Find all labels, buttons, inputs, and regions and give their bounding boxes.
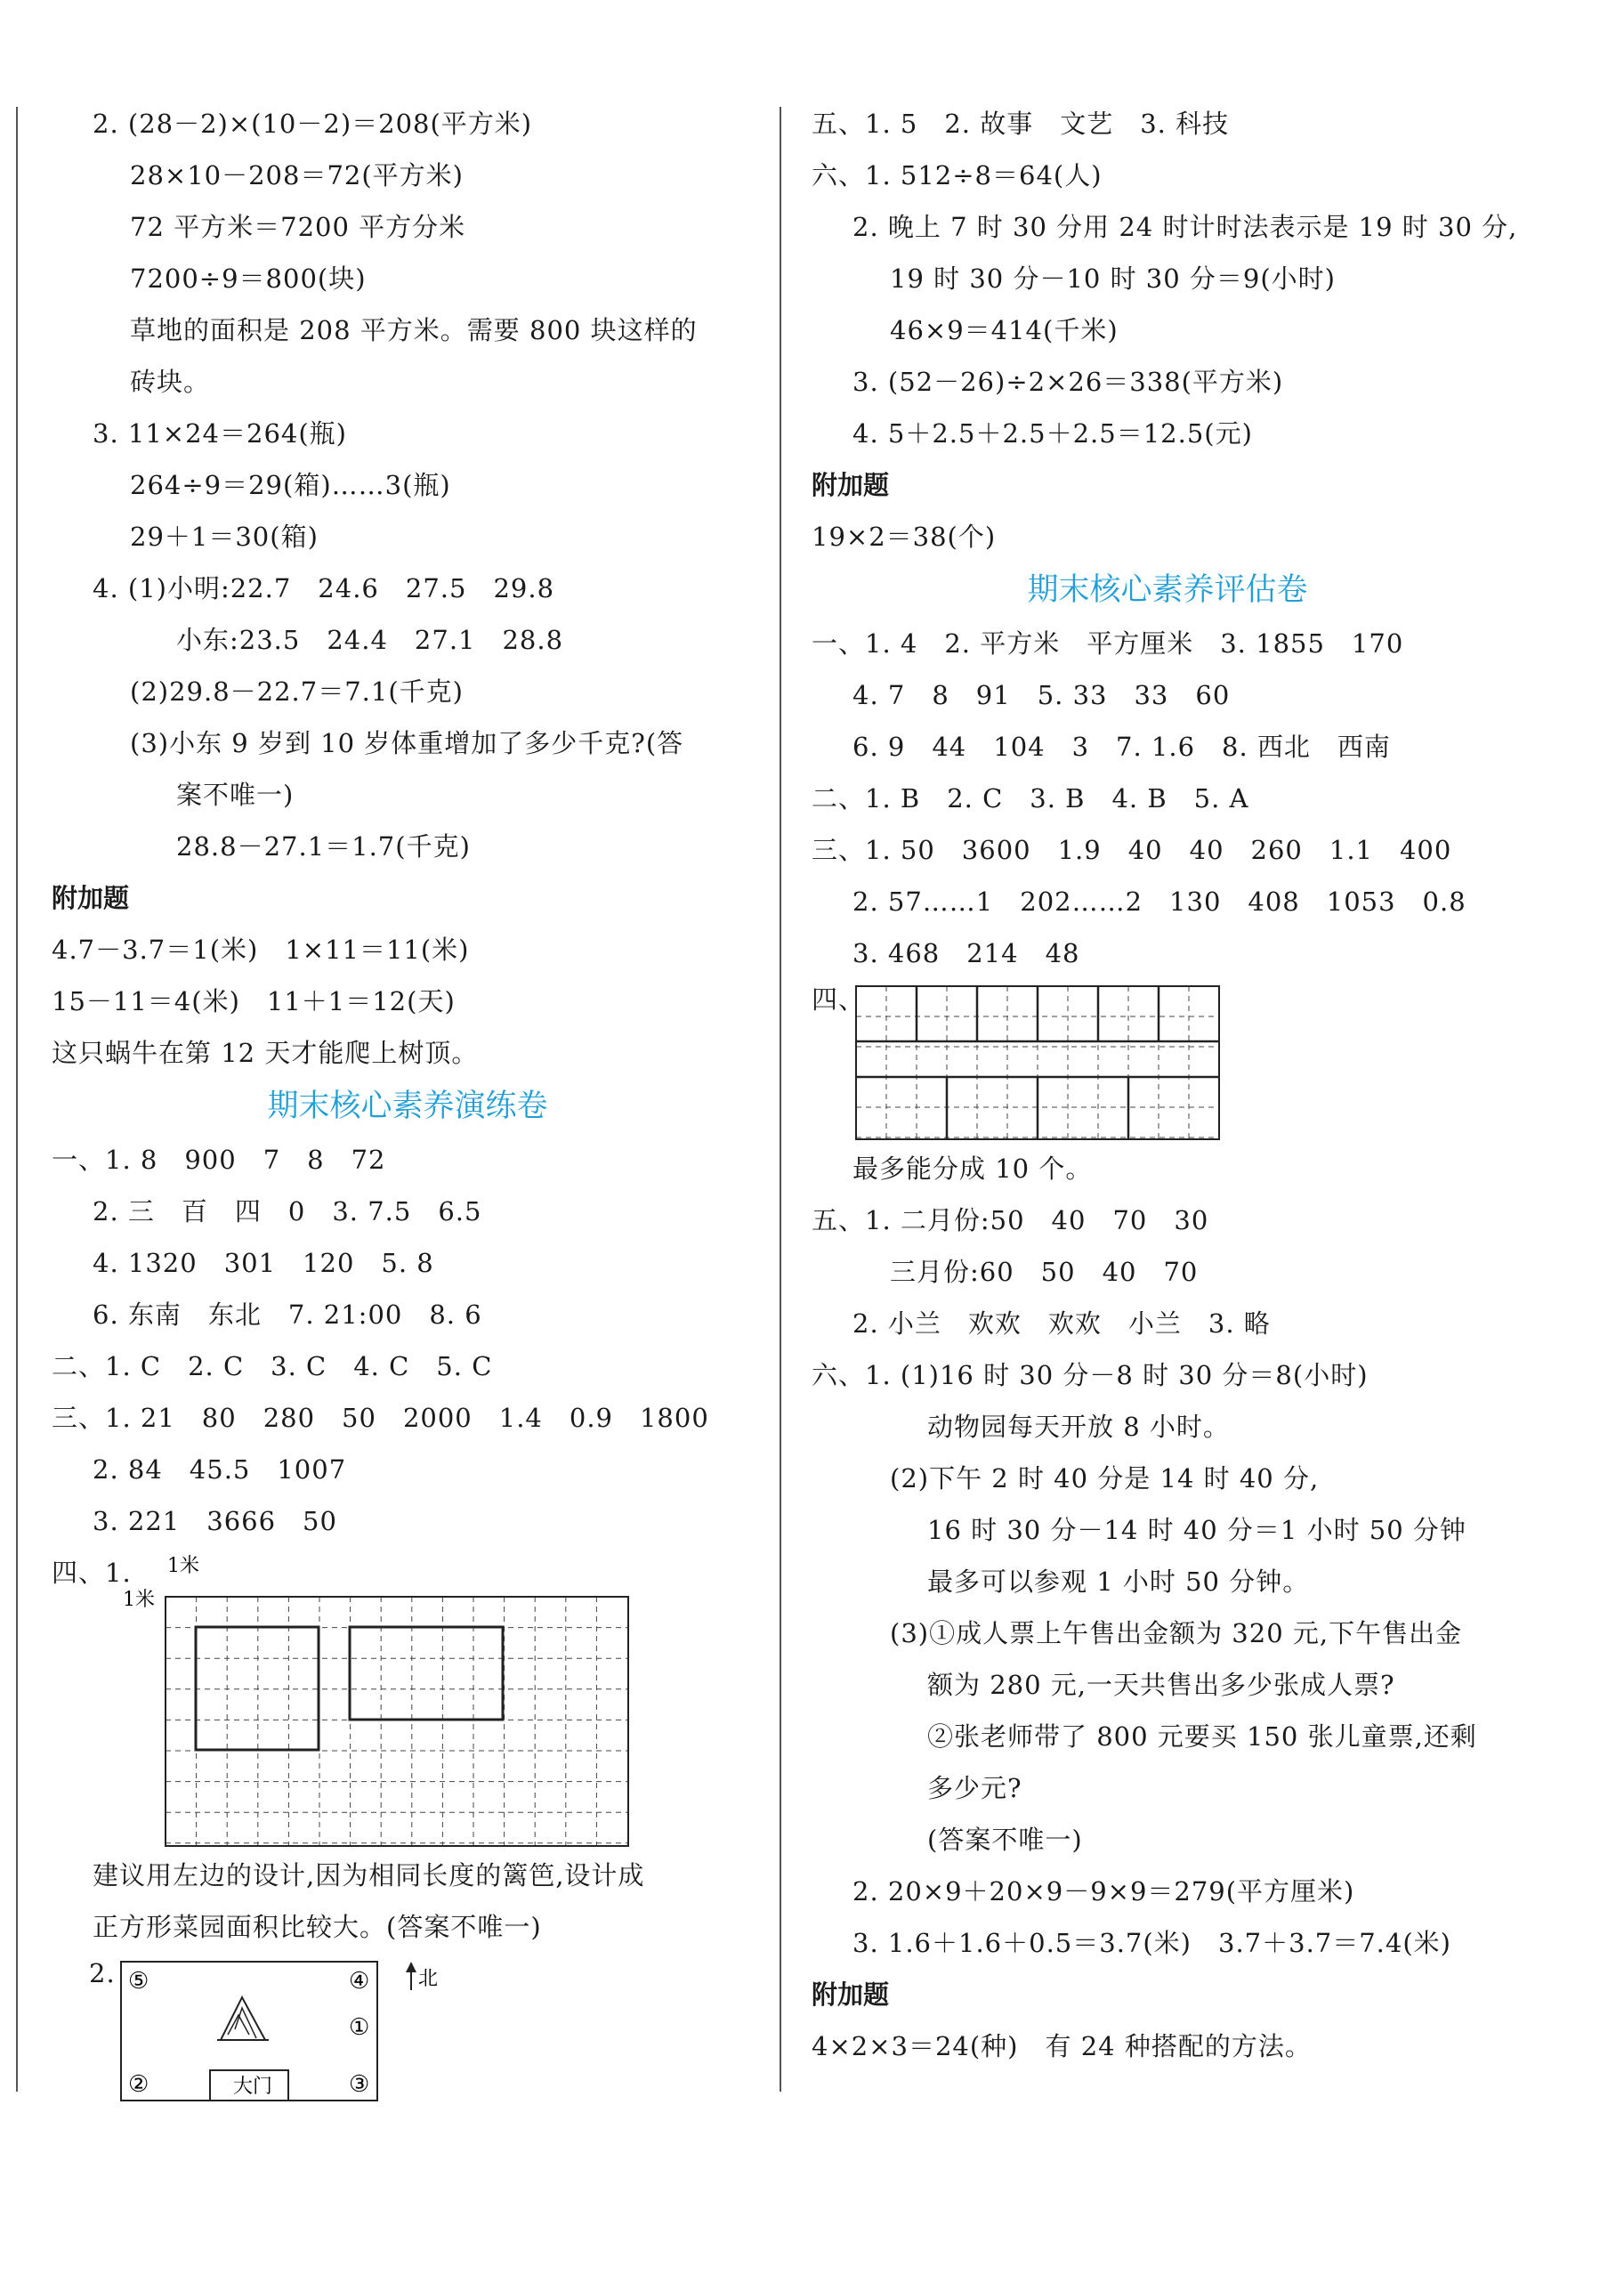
answer-line: (3)①成人票上午售出金额为 320 元,下午售出金 (890, 1618, 1463, 1648)
partition-lines (856, 986, 1219, 1139)
answer-line: 29＋1＝30(箱) (130, 522, 319, 552)
left-margin-rule (16, 107, 18, 2092)
answer-line: 3. 221 3666 50 (93, 1506, 337, 1536)
answer-line: 28.8－27.1＝1.7(千克) (176, 831, 471, 862)
answer-line: 2. 晚上 7 时 30 分用 24 时计时法表示是 19 时 30 分, (852, 212, 1518, 242)
figure-label: 四、1. (52, 1558, 132, 1588)
unit-label-top: 1米 (167, 1555, 199, 1577)
answer-line: 46×9＝414(千米) (890, 315, 1119, 345)
answer-line: 额为 280 元,一天共售出多少张成人票? (927, 1670, 1395, 1700)
answer-line: 4. 1320 301 120 5. 8 (93, 1248, 434, 1278)
rockery-icon (217, 1997, 269, 2040)
answer-line: 动物园每天开放 8 小时。 (927, 1412, 1230, 1442)
answer-line: 案不唯一) (176, 780, 295, 810)
answer-line: 二、1. C 2. C 3. C 4. C 5. C (52, 1351, 493, 1381)
answer-line: 6. 9 44 104 3 7. 1.6 8. 西北 西南 (852, 732, 1391, 762)
park-map-svg (52, 1953, 692, 2104)
answer-line: 19 时 30 分－10 时 30 分＝9(小时) (890, 263, 1336, 294)
answer-line: 4. 7 8 91 5. 33 33 60 (852, 680, 1231, 710)
right-column (812, 98, 1523, 2072)
answer-line: 五、1. 5 2. 故事 文艺 3. 科技 (812, 109, 1230, 139)
position-mark-2: ② (128, 2071, 149, 2098)
north-label: 北 (418, 1968, 439, 1990)
figure-label: 四、 (812, 984, 866, 1015)
north-arrow-icon (406, 1962, 416, 1990)
answer-line: 砖块。 (130, 367, 211, 397)
answer-line: 15－11＝4(米) 11＋1＝12(天) (52, 986, 456, 1016)
answer-line: 多少元? (927, 1773, 1022, 1803)
extra-question-heading: 附加题 (812, 1979, 890, 2010)
answer-line: 五、1. 二月份:50 40 70 30 (812, 1205, 1209, 1235)
answer-line: 二、1. B 2. C 3. B 4. B 5. A (812, 783, 1249, 814)
section-title: 期末核心素养评估卷 (1027, 572, 1308, 608)
grid-border (166, 1597, 628, 1846)
answer-line: 4. (1)小明:22.7 24.6 27.5 29.8 (93, 573, 555, 603)
answer-line: 草地的面积是 208 平方米。需要 800 块这样的 (130, 315, 698, 345)
division-grid-svg (812, 979, 1452, 1143)
answer-line: 六、1. 512÷8＝64(人) (812, 160, 1103, 190)
answer-line: 小东:23.5 24.4 27.1 28.8 (176, 625, 564, 655)
answer-line: 7200÷9＝800(块) (130, 263, 367, 294)
answer-line: 一、1. 8 900 7 8 72 (52, 1145, 386, 1175)
answer-line: 建议用左边的设计,因为相同长度的篱笆,设计成 (93, 1860, 645, 1890)
position-mark-1: ① (349, 2014, 370, 2041)
answer-line: 3. 1.6＋1.6＋0.5＝3.7(米) 3.7＋3.7＝7.4(米) (852, 1928, 1451, 1958)
answer-line: 2. 57……1 202……2 130 408 1053 0.8 (852, 886, 1466, 917)
answer-line: 最多可以参观 1 小时 50 分钟。 (927, 1566, 1310, 1597)
garden-grid-figure (52, 1547, 764, 1850)
position-mark-3: ③ (349, 2071, 370, 2098)
answer-line: 28×10－208＝72(平方米) (130, 160, 464, 190)
gate-label: 大门 (233, 2076, 273, 2098)
position-mark-4: ④ (349, 1968, 370, 1995)
answer-line: 4×2×3＝24(种) 有 24 种搭配的方法。 (812, 2031, 1312, 2061)
answer-line: 4. 5＋2.5＋2.5＋2.5＝12.5(元) (852, 418, 1253, 449)
answer-line: 最多能分成 10 个。 (852, 1154, 1093, 1184)
unit-label-left: 1米 (123, 1589, 155, 1611)
section-title: 期末核心素养演练卷 (267, 1089, 548, 1124)
answer-line: 三月份:60 50 40 70 (890, 1257, 1199, 1287)
answer-line: 264÷9＝29(箱)……3(瓶) (130, 470, 451, 500)
answer-line: 三、1. 50 3600 1.9 40 40 260 1.1 400 (812, 835, 1452, 865)
answer-line: 2. (28－2)×(10－2)＝208(平方米) (93, 109, 533, 139)
division-grid-figure (812, 979, 1523, 1143)
position-mark-5: ⑤ (128, 1968, 149, 1995)
figure-label: 2. (89, 1958, 116, 1988)
answer-line: (2)下午 2 时 40 分是 14 时 40 分, (890, 1463, 1320, 1494)
answer-line: 6. 东南 东北 7. 21:00 8. 6 (93, 1299, 482, 1330)
dashed-grid (166, 1597, 628, 1846)
answer-line: 一、1. 4 2. 平方米 平方厘米 3. 1855 170 (812, 628, 1404, 659)
answer-line: 2. 84 45.5 1007 (93, 1454, 347, 1485)
square-garden (196, 1627, 319, 1750)
answer-line: 2. 20×9＋20×9－9×9＝279(平方厘米) (852, 1876, 1355, 1906)
answer-line: 16 时 30 分－14 时 40 分＝1 小时 50 分钟 (927, 1515, 1466, 1545)
park-map-figure (52, 1953, 764, 2104)
answer-line: 三、1. 21 80 280 50 2000 1.4 0.9 1800 (52, 1403, 709, 1433)
extra-question-heading: 附加题 (52, 883, 130, 913)
answer-line: 3. 468 214 48 (852, 938, 1080, 968)
column-divider (780, 107, 781, 2092)
answer-line: 六、1. (1)16 时 30 分－8 时 30 分＝8(小时) (812, 1360, 1369, 1390)
answer-line: 19×2＝38(个) (812, 522, 997, 552)
answer-line: 2. 三 百 四 0 3. 7.5 6.5 (93, 1196, 482, 1226)
answer-line: 这只蜗牛在第 12 天才能爬上树顶。 (52, 1038, 479, 1068)
garden-grid-svg (52, 1547, 692, 1850)
answer-line: ②张老师带了 800 元要买 150 张儿童票,还剩 (927, 1721, 1477, 1752)
answer-line: 3. 11×24＝264(瓶) (93, 418, 347, 449)
left-column (52, 98, 764, 2104)
answer-line: 3. (52－26)÷2×26＝338(平方米) (852, 367, 1284, 397)
answer-line: (2)29.8－22.7＝7.1(千克) (130, 676, 464, 707)
rectangle-garden (350, 1627, 503, 1720)
answer-line: 4.7－3.7＝1(米) 1×11＝11(米) (52, 935, 470, 965)
answer-line: (3)小东 9 岁到 10 岁体重增加了多少千克?(答 (130, 728, 684, 758)
answer-line: 72 平方米＝7200 平方分米 (130, 212, 466, 242)
answer-line: 2. 小兰 欢欢 欢欢 小兰 3. 略 (852, 1308, 1271, 1339)
answer-line: (答案不唯一) (927, 1825, 1083, 1855)
answer-line: 正方形菜园面积比较大。(答案不唯一) (93, 1912, 542, 1942)
extra-question-heading: 附加题 (812, 470, 890, 500)
